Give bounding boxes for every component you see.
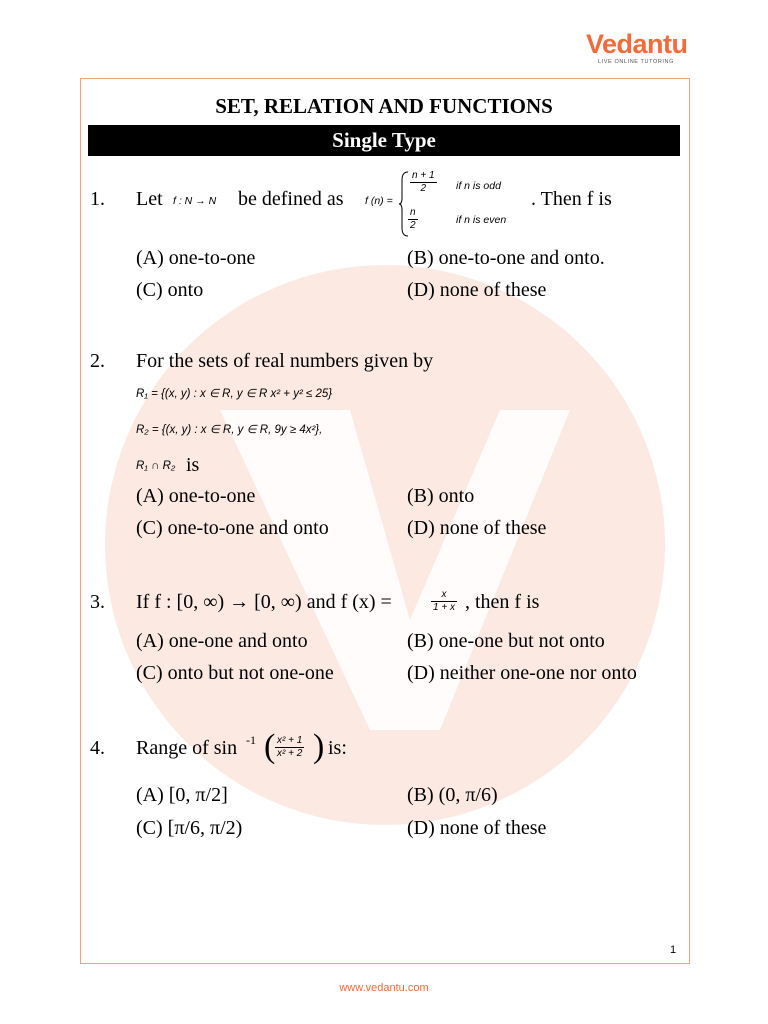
logo-wordmark: Vedantu (586, 29, 688, 59)
case-1-denominator: 2 (420, 183, 427, 194)
option-a[interactable]: (A) one-to-one (136, 247, 256, 269)
option-c[interactable]: (C) [π/6, π/2) (136, 817, 243, 839)
case-1-numerator: n + 1 (412, 170, 435, 181)
question-4-suffix: is: (328, 737, 347, 759)
option-a[interactable]: (A) one-to-one (136, 485, 256, 507)
vedantu-logo (586, 30, 686, 72)
option-a[interactable]: (A) [0, π/2] (136, 784, 228, 806)
paren-left-icon: ( (264, 728, 276, 765)
case-2-denominator: 2 (410, 220, 416, 231)
option-b[interactable]: (B) onto (407, 485, 475, 507)
option-b[interactable]: (B) one-to-one and onto. (407, 247, 605, 269)
logo-tagline: LIVE ONLINE TUTORING (598, 59, 674, 65)
option-a[interactable]: (A) one-one and onto (136, 630, 308, 652)
question-4-text: Range of sin (136, 737, 238, 759)
option-c[interactable]: (C) onto but not one-one (136, 662, 334, 684)
question-1-suffix: . Then f is (531, 188, 612, 210)
case-2-condition: if n is even (456, 214, 507, 226)
question-2-suffix: is (186, 454, 200, 476)
option-d[interactable]: (D) neither one-one nor onto (407, 662, 637, 684)
question-3-fraction (431, 589, 457, 614)
fraction-numerator: x (431, 589, 457, 602)
case-1-fraction (410, 170, 437, 195)
fraction-denominator: 1 + x (433, 602, 455, 613)
option-d[interactable]: (D) none of these (407, 817, 547, 839)
page-number: 1 (670, 944, 677, 956)
question-number: 4. (90, 737, 105, 759)
case-1-condition: if n is odd (456, 180, 501, 192)
question-3-text: If f : [0, ∞) → [0, ∞) and f (x) = (136, 591, 392, 613)
question-4-superscript: -1 (246, 733, 256, 747)
fraction-denominator: x² + 2 (277, 748, 303, 759)
case-2-fraction (408, 207, 418, 232)
question-1-mid: be defined as (238, 188, 344, 210)
option-c[interactable]: (C) one-to-one and onto (136, 517, 329, 539)
question-3-suffix: , then f is (465, 591, 540, 613)
case-2-numerator: n (410, 207, 416, 218)
option-c[interactable]: (C) onto (136, 279, 204, 301)
question-1-map: f : N → N (173, 195, 217, 207)
set-r1: R₁ = {(x, y) : x ∈ R, y ∈ R x² + y² ≤ 25} (136, 388, 333, 400)
set-r2: R₂ = {(x, y) : x ∈ R, y ∈ R, 9y ≥ 4x²}, (136, 424, 323, 436)
section-banner: Single Type (88, 125, 680, 156)
question-number: 3. (90, 591, 105, 613)
fraction-numerator: x² + 1 (277, 735, 303, 746)
option-d[interactable]: (D) none of these (407, 279, 547, 301)
paren-right-icon: ) (313, 728, 325, 765)
footer-link[interactable]: www.vedantu.com (339, 982, 429, 994)
question-1-fn: f (n) = (365, 195, 393, 207)
question-number: 1. (90, 188, 105, 210)
page-title: SET, RELATION AND FUNCTIONS (215, 94, 553, 118)
option-b[interactable]: (B) (0, π/6) (407, 784, 498, 806)
option-d[interactable]: (D) none of these (407, 517, 547, 539)
option-b[interactable]: (B) one-one but not onto (407, 630, 605, 652)
set-intersection: R₁ ∩ R₂ (136, 460, 176, 472)
question-4-fraction (275, 735, 304, 760)
question-number: 2. (90, 350, 105, 372)
question-1-prefix: Let (136, 188, 163, 210)
question-2-text: For the sets of real numbers given by (136, 350, 434, 372)
